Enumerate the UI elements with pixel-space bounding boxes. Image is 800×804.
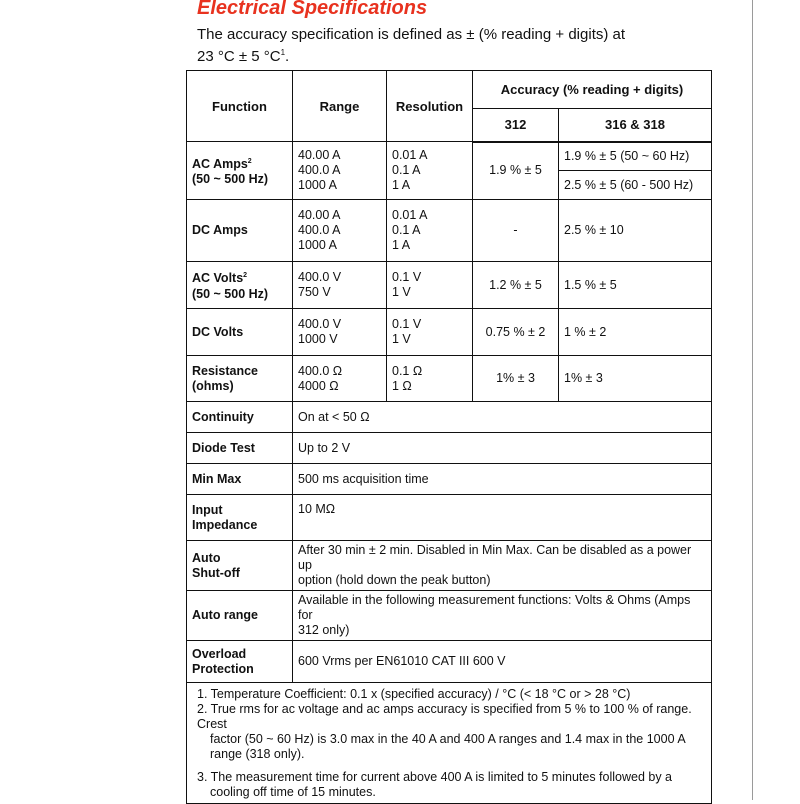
header-range: Range xyxy=(293,71,387,142)
row-ac-amps-function: AC Amps$^2$ (50 ~ 500 Hz) xyxy=(187,142,293,200)
row-overload-value: 600 Vrms per EN61010 CAT III 600 V xyxy=(293,641,712,683)
row-dc-volts-resolutions: 0.1 V 1 V xyxy=(387,309,473,356)
row-dc-volts-acc-312: 0.75 % ± 2 xyxy=(473,309,559,356)
intro-line-2: 23 °C ± 5 °C xyxy=(197,48,281,65)
row-ac-amps-ranges: 40.00 A 400.0 A 1000 A xyxy=(293,142,387,200)
row-ac-volts-function: AC Volts$^2$ (50 ~ 500 Hz) xyxy=(187,262,293,309)
footnote-3-line-1: 3. The measurement time for current above 400 A is limited to 5 minutes followed by a xyxy=(197,770,673,784)
row-diode-test-value: Up to 2 V xyxy=(293,433,712,464)
row-input-impedance-value: 10 MΩ xyxy=(293,495,712,541)
header-accuracy: Accuracy (% reading + digits) xyxy=(473,71,712,109)
footnote-1: 1. Temperature Coefficient: 0.1 x (specified accuracy) / °C (< 18 °C or > 28 °C) xyxy=(197,687,631,701)
footnote-2-line-1: 2. True rms for ac voltage and ac amps accuracy is specified from 5 % to 100 % of range. Crest xyxy=(197,702,692,731)
row-resistance-resolutions: 0.1 Ω 1 Ω xyxy=(387,356,473,402)
row-dc-volts-acc-316: 1 % ± 2 xyxy=(559,309,712,356)
intro-text xyxy=(197,26,717,66)
row-min-max-value: 500 ms acquisition time xyxy=(293,464,712,495)
intro-footnote-ref: 1 xyxy=(280,48,286,57)
row-auto-range-function: Auto range xyxy=(187,591,293,641)
header-resolution: Resolution xyxy=(387,71,473,142)
row-auto-shutoff-function: Auto Shut-off xyxy=(187,541,293,591)
row-ac-amps-acc-312: 1.9 % ± 5 xyxy=(473,142,559,200)
row-continuity-function: Continuity xyxy=(187,402,293,433)
row-ac-volts-ranges: 400.0 V 750 V xyxy=(293,262,387,309)
page-border-rule xyxy=(752,0,753,800)
spec-table xyxy=(186,70,712,804)
row-min-max-function: Min Max xyxy=(187,464,293,495)
footnote-spacer xyxy=(197,762,701,770)
row-resistance-acc-316: 1% ± 3 xyxy=(559,356,712,402)
row-auto-range-value: Available in the following measurement functions: Volts & Ohms (Amps for 312 only) xyxy=(293,591,712,641)
row-continuity-value: On at < 50 Ω xyxy=(293,402,712,433)
row-ac-amps-acc-316-a: 1.9 % ± 5 (50 ~ 60 Hz) xyxy=(559,142,712,171)
row-ac-amps-resolutions: 0.01 A 0.1 A 1 A xyxy=(387,142,473,200)
footnotes xyxy=(187,683,712,804)
row-ac-volts-resolutions: 0.1 V 1 V xyxy=(387,262,473,309)
row-dc-amps-resolutions: 0.01 A 0.1 A 1 A xyxy=(387,200,473,262)
footnote-3-line-2: cooling off time of 15 minutes. xyxy=(210,785,376,799)
intro-line-1: The accuracy specification is defined as ± (% reading + digits) at xyxy=(197,26,626,43)
footnote-2-line-3: range (318 only). xyxy=(210,747,305,761)
row-dc-volts-ranges: 400.0 V 1000 V xyxy=(293,309,387,356)
row-dc-amps-acc-316: 2.5 % ± 10 xyxy=(559,200,712,262)
row-dc-amps-ranges: 40.00 A 400.0 A 1000 A xyxy=(293,200,387,262)
row-dc-amps-function: DC Amps xyxy=(187,200,293,262)
row-resistance-ranges: 400.0 Ω 4000 Ω xyxy=(293,356,387,402)
row-resistance-function: Resistance (ohms) xyxy=(187,356,293,402)
row-resistance-acc-312: 1% ± 3 xyxy=(473,356,559,402)
row-dc-volts-function: DC Volts xyxy=(187,309,293,356)
row-ac-volts-acc-312: 1.2 % ± 5 xyxy=(473,262,559,309)
row-input-impedance-function: Input Impedance xyxy=(187,495,293,541)
row-diode-test-function: Diode Test xyxy=(187,433,293,464)
row-ac-volts-acc-316: 1.5 % ± 5 xyxy=(559,262,712,309)
section-title: Electrical Specifications xyxy=(197,0,428,19)
intro-line-2-end: . xyxy=(285,48,290,65)
row-auto-shutoff-value: After 30 min ± 2 min. Disabled in Min Max. Can be disabled as a power up option (hold down the peak button) xyxy=(293,541,712,591)
header-model-312: 312 xyxy=(473,109,559,142)
header-function: Function xyxy=(187,71,293,142)
row-dc-amps-acc-312: - xyxy=(473,200,559,262)
row-overload-function: Overload Protection xyxy=(187,641,293,683)
header-model-316-318: 316 & 318 xyxy=(559,109,712,142)
footnote-2-line-2: factor (50 ~ 60 Hz) is 3.0 max in the 40 A and 400 A ranges and 1.4 max in the 1000 A xyxy=(210,732,686,746)
row-ac-amps-acc-316-b: 2.5 % ± 5 (60 - 500 Hz) xyxy=(559,171,712,200)
